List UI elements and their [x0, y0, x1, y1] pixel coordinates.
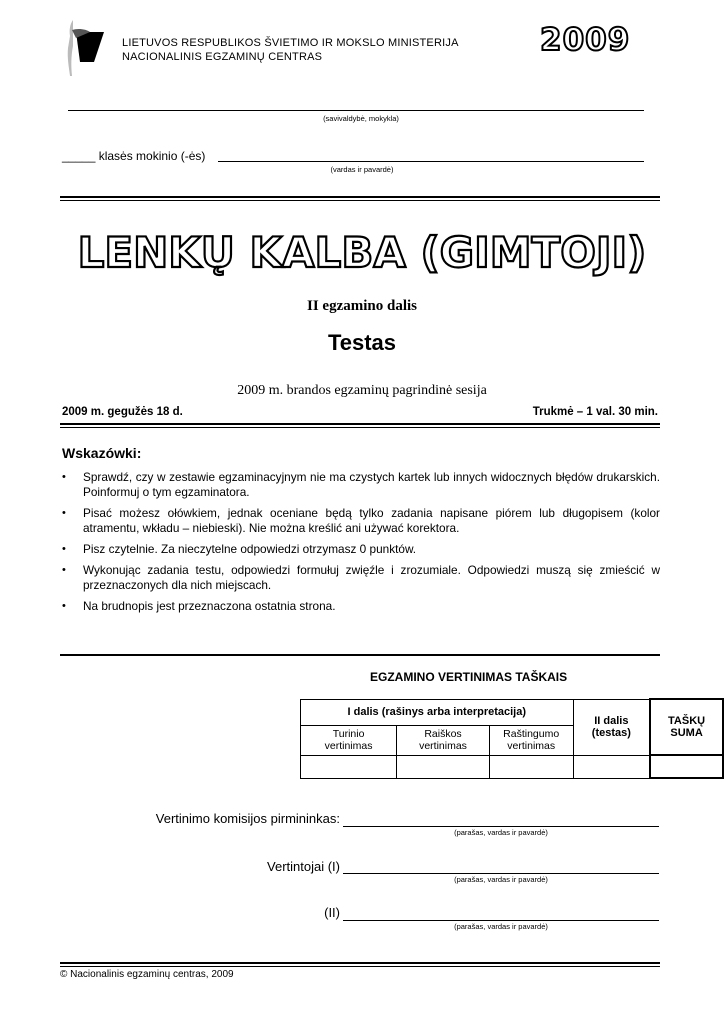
bullet-icon: • — [62, 507, 66, 519]
school-caption: (savivaldybė, mokykla) — [323, 114, 399, 123]
evaluator2-signature-line[interactable] — [343, 920, 659, 921]
scoring-table — [300, 698, 724, 779]
instruction-text: Pisać możesz ołówkiem, jednak oceniane będą tylko zadania napisane piórem lub długopisem (kolor atramentu, wkładu – niebieski). Nie można kreślić ani używać korektora. — [83, 506, 660, 535]
evaluator1-caption: (parašas, vardas ir pavardė) — [454, 875, 548, 884]
bullet-icon: • — [62, 471, 66, 483]
chair-signature-line[interactable] — [343, 826, 659, 827]
name-line[interactable] — [218, 161, 644, 162]
list-item — [60, 470, 660, 500]
header-divider — [60, 196, 660, 201]
instruction-text: Pisz czytelnie. Za nieczytelne odpowiedzi otrzymasz 0 punktów. — [83, 542, 417, 556]
scoring-title: EGZAMINO VERTINIMAS TAŠKAIS — [370, 670, 568, 684]
chair-caption: (parašas, vardas ir pavardė) — [454, 828, 548, 837]
bullet-icon: • — [62, 543, 66, 555]
part2-header: II dalis (testas) — [573, 699, 650, 755]
nec-logo — [64, 18, 108, 78]
list-item — [60, 506, 660, 536]
exam-year: 2009 — [540, 22, 631, 58]
evaluator1-signature-line[interactable] — [343, 873, 659, 874]
score-cell-part2[interactable] — [573, 755, 650, 778]
instructions-title: Wskazówki: — [62, 445, 142, 461]
col-content: Turinio vertinimas — [301, 725, 397, 755]
subject-title: LENKŲ KALBA (GIMTOJI) — [77, 228, 647, 277]
chair-label: Vertinimo komisijos pirmininkas: — [155, 811, 340, 826]
score-cell-content[interactable] — [301, 755, 397, 778]
score-cell-style[interactable] — [397, 755, 490, 778]
list-item — [60, 563, 660, 593]
score-cell-total[interactable] — [650, 755, 723, 778]
part1-header: I dalis (rašinys arba interpretacija) — [301, 699, 574, 725]
bullet-icon: • — [62, 600, 66, 612]
ministry-heading — [122, 36, 459, 64]
instructions-divider — [60, 654, 660, 656]
instruction-text: Sprawdź, czy w zestawie egzaminacyjnym nie ma czystych kartek lub innych widocznych błędów drukarskich. Poinformuj o tym egzaminatora. — [83, 470, 660, 499]
score-cell-writing[interactable] — [489, 755, 573, 778]
instruction-text: Na brudnopis jest przeznaczona ostatnia strona. — [83, 599, 336, 613]
school-line[interactable] — [68, 110, 644, 111]
title-divider — [60, 423, 660, 428]
exam-part: II egzamino dalis — [306, 298, 417, 314]
class-label: _____ klasės mokinio (-ės) — [62, 149, 206, 163]
list-item — [60, 542, 660, 557]
col-style: Raiškos vertinimas — [397, 725, 490, 755]
evaluator1-label: Vertintojai (I) — [267, 859, 340, 874]
instruction-text: Wykonując zadania testu, odpowiedzi formułuj zwięźle i zrozumiale. Odpowiedzi muszą się zmieścić w przeznaczonych dla nich miejscach. — [83, 563, 660, 592]
name-caption: (vardas ir pavardė) — [330, 165, 394, 174]
exam-date: 2009 m. gegužės 18 d. — [62, 406, 183, 418]
list-item — [60, 599, 660, 614]
exam-session: 2009 m. brandos egzaminų pagrindinė sesija — [237, 383, 487, 398]
copyright: © Nacionalinis egzaminų centras, 2009 — [60, 969, 234, 980]
bullet-icon: • — [62, 564, 66, 576]
col-writing: Raštingumo vertinimas — [489, 725, 573, 755]
center-name: NACIONALINIS EGZAMINŲ CENTRAS — [122, 51, 323, 63]
ministry-name: LIETUVOS RESPUBLIKOS ŠVIETIMO IR MOKSLO MINISTERIJA — [122, 37, 459, 49]
footer-divider — [60, 962, 660, 967]
exam-type: Testas — [327, 330, 397, 355]
instructions-list — [60, 470, 660, 620]
evaluator2-label: (II) — [324, 905, 340, 920]
evaluator2-caption: (parašas, vardas ir pavardė) — [454, 922, 548, 931]
total-header: TAŠKŲ SUMA — [650, 699, 723, 755]
exam-duration: Trukmė – 1 val. 30 min. — [532, 406, 658, 418]
